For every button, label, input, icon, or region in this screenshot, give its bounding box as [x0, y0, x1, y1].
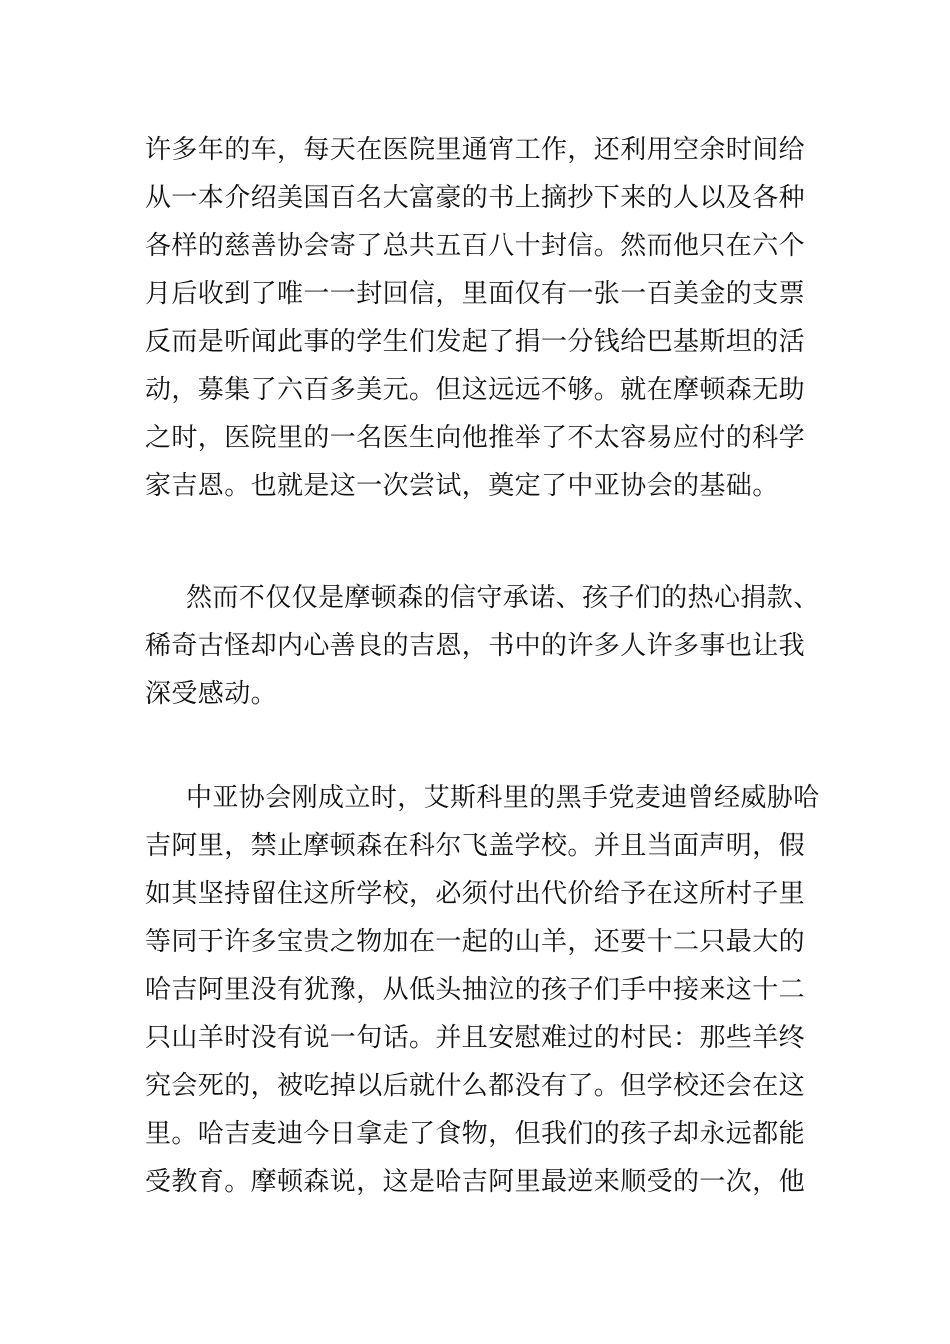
text-line: 只山羊时没有说一句话。并且安慰难过的村民：那些羊终 [145, 1023, 806, 1053]
text-line: 许多年的车，每天在医院里通宵工作，还利用空余时间给 [145, 135, 806, 165]
text-line: 各样的慈善协会寄了总共五百八十封信。然而他只在六个 [145, 231, 806, 261]
text-line: 稀奇古怪却内心善良的吉恩，书中的许多人许多事也让我 [145, 631, 806, 661]
text-line: 反而是听闻此事的学生们发起了捐一分钱给巴基斯坦的活 [145, 327, 806, 357]
text-line: 从一本介绍美国百名大富豪的书上摘抄下来的人以及各种 [145, 183, 806, 213]
text-line: 究会死的，被吃掉以后就什么都没有了。但学校还会在这 [145, 1071, 806, 1101]
paragraph-first-line: 然而不仅仅是摩顿森的信守承诺、孩子们的热心捐款、 [186, 583, 820, 613]
text-line: 家吉恩。也就是这一次尝试，奠定了中亚协会的基础。 [145, 471, 779, 501]
text-line: 如其坚持留住这所学校，必须付出代价给予在这所村子里 [145, 879, 806, 909]
text-line: 之时，医院里的一名医生向他推举了不太容易应付的科学 [145, 423, 806, 453]
text-line: 里。哈吉麦迪今日拿走了食物，但我们的孩子却永远都能 [145, 1119, 806, 1149]
text-line: 等同于许多宝贵之物加在一起的山羊，还要十二只最大的 [145, 927, 806, 957]
text-line: 月后收到了唯一一封回信，里面仅有一张一百美金的支票 [145, 279, 806, 309]
text-line: 吉阿里，禁止摩顿森在科尔飞盖学校。并且当面声明，假 [145, 831, 806, 861]
text-line: 深受感动。 [145, 679, 278, 709]
text-line: 受教育。摩顿森说，这是哈吉阿里最逆来顺受的一次，他 [145, 1167, 806, 1197]
text-line: 动，募集了六百多美元。但这远远不够。就在摩顿森无助 [145, 375, 806, 405]
paragraph-first-line: 中亚协会刚成立时，艾斯科里的黑手党麦迪曾经威胁哈 [186, 783, 820, 813]
text-line: 哈吉阿里没有犹豫，从低头抽泣的孩子们手中接来这十二 [145, 975, 806, 1005]
